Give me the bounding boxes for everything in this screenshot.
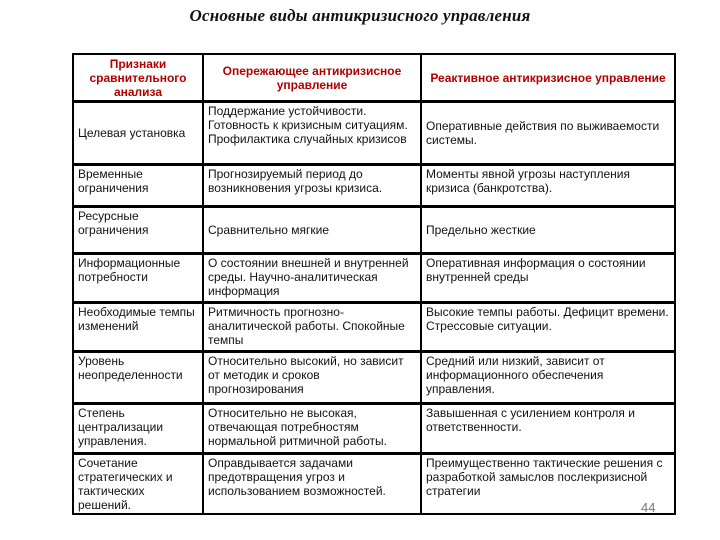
table-row [74, 100, 674, 163]
proactive-cell: Относительно высокий, но зависит от методик и сроков прогнозирования [202, 350, 420, 402]
table-row [74, 350, 674, 402]
row-label: Информационные потребности [74, 252, 202, 301]
table-row [74, 252, 674, 301]
header-proactive: Опережающее антикризисное управление [202, 55, 420, 100]
reactive-cell: Высокие темпы работы. Дефицит времени. Стрессовые ситуации. [420, 301, 674, 350]
proactive-cell: Оправдывается задачами предотвращения угроз и использованием возможностей. [202, 452, 420, 513]
row-label: Уровень неопределенности [74, 350, 202, 402]
reactive-cell: Предельно жесткие [420, 205, 674, 252]
header-reactive: Реактивное антикризисное управление [420, 55, 674, 100]
proactive-cell: Поддержание устойчивости. Готовность к кризисным ситуациям. Профилактика случайных кризисов [202, 100, 420, 163]
header-criteria: Признаки сравнительного анализа [89, 57, 187, 99]
row-label: Ресурсные ограничения [74, 205, 202, 252]
reactive-cell: Завышенная с усилением контроля и ответственности. [420, 402, 674, 452]
row-label: Степень централизации управления. [74, 402, 202, 452]
row-label: Временные ограничения [74, 163, 202, 205]
table-row [74, 301, 674, 350]
reactive-cell: Оперативная информация о состоянии внутренней среды [420, 252, 674, 301]
row-label: Сочетание стратегических и тактических решений. [74, 452, 202, 513]
reactive-cell: Средний или низкий, зависит от информационного обеспечения управления. [420, 350, 674, 402]
reactive-cell: Оперативные действия по выживаемости системы. [420, 100, 674, 163]
page-number: 44 [641, 500, 656, 515]
proactive-cell: Прогнозируемый период до возникновения угрозы кризиса. [202, 163, 420, 205]
comparison-table-wrap [72, 53, 672, 515]
proactive-cell: Ритмичность прогнозно-аналитической работы. Спокойные темпы [202, 301, 420, 350]
proactive-cell: Относительно не высокая, отвечающая потребностям нормальной ритмичной работы. [202, 402, 420, 452]
proactive-cell: Сравнительно мягкие [202, 205, 420, 252]
row-label: Целевая установка [74, 100, 202, 163]
reactive-cell: Моменты явной угрозы наступления кризиса (банкротства). [420, 163, 674, 205]
proactive-cell: О состоянии внешней и внутренней среды. Научно-аналитическая информация [202, 252, 420, 301]
comparison-table [72, 53, 676, 515]
reactive-cell: Преимущественно тактические решения с разработкой замыслов послекризисной стратегии [420, 452, 674, 513]
table-header-row [74, 55, 674, 100]
table-row [74, 402, 674, 452]
table-row [74, 452, 674, 513]
table-row [74, 163, 674, 205]
page-title: Основные виды антикризисного управления [189, 6, 531, 25]
table-row [74, 205, 674, 252]
row-label: Необходимые темпы изменений [74, 301, 202, 350]
